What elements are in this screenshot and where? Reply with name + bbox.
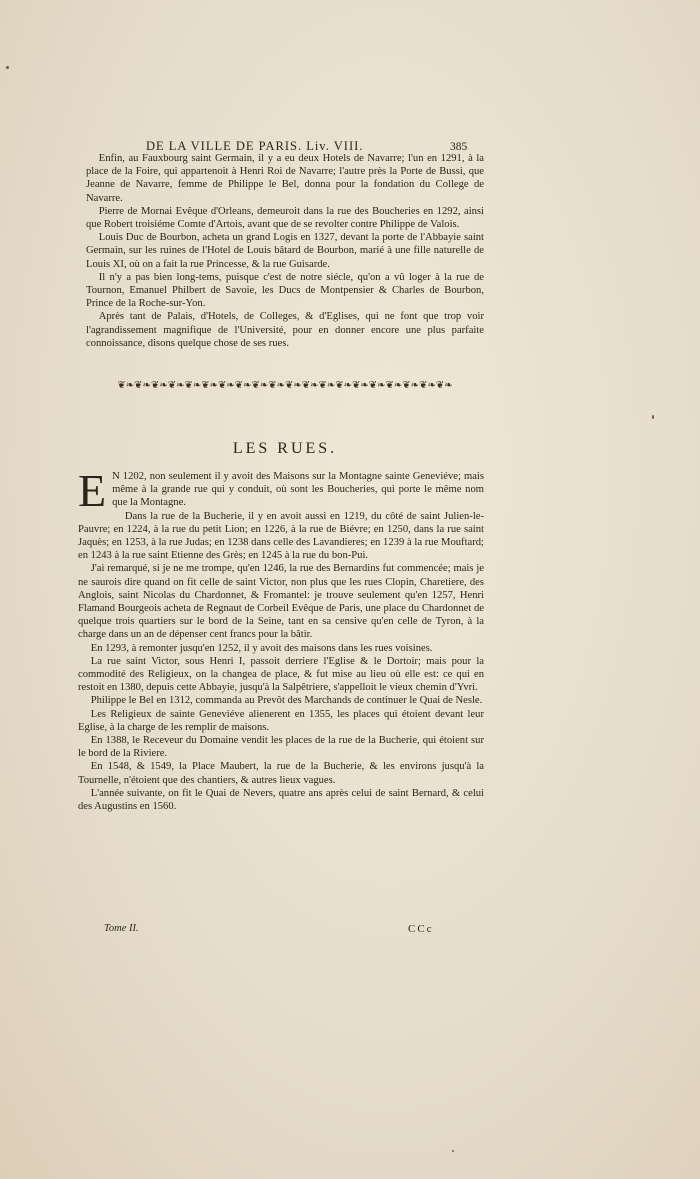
paragraph: J'ai remarqué, si je ne me trompe, qu'en 1246, la rue des Bernardins fut commencée; mais je ne saurois dire quand on fit celle de saint Victor, non plus que les rues Clopin, Charetiere, des Anglois, saint Nicolas du Chardonnet, & Fromantel: je trouve seulement qu'en 1257, Henri Flamand Bourgeois acheta de Regnaut de Corbeil Evêque de Paris, une place du Chardonnet de quelque trois quartiers sur le bord de la Seine, tant en sa censive qu'en celle de Tyron, à la charge dans un an de dépenser cent francs pour la bâtir.	[78, 563, 484, 641]
paragraph: Enfin, au Fauxbourg saint Germain, il y a eu deux Hotels de Navarre; l'un en 1291, à la place de la Foire, qui appartenoit à Henri Roi de Navarre; l'autre près la Porte de Bussi, que Jeanne de Navarre, femme de Philippe le Bel, donna pour la fondation du College de Navarre.	[86, 153, 484, 204]
paragraph: Après tant de Palais, d'Hotels, de Colleges, & d'Eglises, qui ne font que trop voir l'agrandissement magnifique de l'Université, pour en donner encore une plus parfaite connoissance, disons quelque chose de ses rues.	[86, 311, 484, 349]
paragraph: La rue saint Victor, sous Henri I, passoit derriere l'Eglise & le Dortoir; mais pour la commodité des Religieux, on la changea de place, & fut mise au lieu où elle est: ce qui en restoit en 1380, depuis cette Abbayie, jusqu'à la Salpêtriere, s'appelloit le vieux chemin d'Yvri.	[78, 655, 484, 694]
paragraph: En 1388, le Receveur du Domaine vendit les places de la rue de la Bucherie, qui étoient sur le bord de la Riviere.	[78, 735, 484, 760]
paper-speck	[452, 1150, 454, 1152]
paragraph: Philippe le Bel en 1312, commanda au Prevôt des Marchands de continuer le Quai de Nesle.	[90, 695, 483, 707]
body-text-block	[78, 465, 484, 813]
paragraph: Louis Duc de Bourbon, acheta un grand Logis en 1327, devant la porte de l'Abbayie saint Germain, sur les ruines de l'Hotel de Louis bâtard de Bourbon, marié à une fille naturelle de Louis XI, où on a fait la rue Princesse, & la rue Guisarde.	[86, 232, 484, 270]
drop-cap: E	[78, 465, 107, 516]
footer-signature: CCc	[408, 923, 434, 935]
page-number: 385	[450, 141, 468, 153]
paragraph: Il n'y a pas bien long-tems, puisque c'est de notre siécle, qu'on a vû loger à la rue de Tournon, Emanuel Philbert de Savoie, les Ducs de Montpensier & Charles de Bourbon, Prince de la Roche-sur-Yon.	[86, 271, 484, 310]
ornamental-divider: ❦❧❦❧❦❧❦❧❦❧❦❧❦❧❦❧❦❧❦❧❦❧❦❧❦❧❦❧❦❧❦❧❦❧❦❧❦❧❦❧	[117, 380, 453, 391]
paragraph: L'année suivante, on fit le Quai de Nevers, quatre ans après celui de saint Bernard, & celui des Augustins en 1560.	[78, 787, 484, 813]
paragraph: Dans la rue de la Bucherie, il y en avoit aussi en 1219, du côté de saint Julien-le-Pauvre; en 1224, à la rue du petit Lion; en 1226, à la rue de Biévre; en 1250, dans la rue saint Jaquès; en 1253, à la rue Judas; en 1238 dans celle des Lavandieres; en 1239 à la rue Mouftard; en 1243 à la rue saint Etienne des Grès; en 1245 à la rue du bon-Pui.	[78, 510, 484, 562]
running-head: DE LA VILLE DE PARIS. Liv. VIII.	[146, 139, 364, 153]
paper-speck	[652, 415, 654, 419]
footer-volume: Tome II.	[104, 923, 139, 934]
paragraph: En 1548, & 1549, la Place Maubert, la rue de la Bucherie, & les environs jusqu'à la Tournelle, n'étoient que des chantiers, & autres lieux vagues.	[78, 761, 484, 786]
paper-speck	[6, 66, 9, 69]
paragraph: En 1293, à remonter jusqu'en 1252, il y avoit des maisons dans les rues voisines.	[90, 642, 433, 654]
intro-text-block	[86, 152, 484, 350]
paragraph-text: N 1202, non seulement il y avoit des Maisons sur la Montagne sainte Geneviéve; mais même à la grande rue qui y conduit, où sont les Boucheries, qui porte le même nom que la Montagne.	[112, 471, 484, 509]
paragraph: Les Religieux de sainte Geneviéve alienerent en 1355, les places qui étoient devant leur Eglise, à la charge de les remplir de maisons.	[78, 708, 484, 733]
first-paragraph	[78, 465, 484, 516]
section-title: LES RUES.	[232, 440, 338, 457]
paragraph: Pierre de Mornai Evêque d'Orleans, demeuroit dans la rue des Boucheries en 1292, ainsi que Robert troisiéme Comte d'Artois, avant que de se revolter contre Philippe de Valois.	[86, 205, 484, 231]
